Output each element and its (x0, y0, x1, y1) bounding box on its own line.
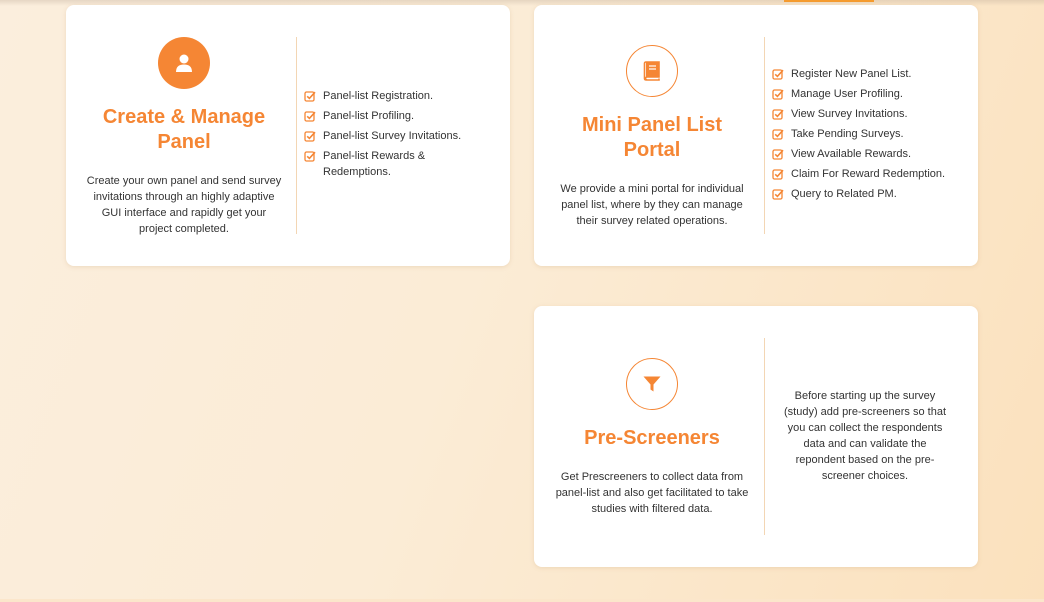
feature-label: Register New Panel List. (791, 68, 912, 80)
card-title: Create & Manage Panel (102, 105, 266, 153)
list-item (772, 126, 972, 142)
list-item (304, 128, 484, 144)
list-item (304, 88, 484, 104)
card-divider (764, 37, 765, 234)
create-manage-panel-card (66, 5, 510, 266)
feature-label: Panel-list Profiling. (323, 110, 415, 122)
checkbox-icon (772, 188, 784, 200)
feature-label: Query to Related PM. (791, 188, 897, 200)
pre-screeners-detail-text: Before starting up the survey (study) add pre-screeners so that you can collect the respondents data and can validate the repondent based on the pre-screener choices. (783, 390, 947, 482)
card-description: Get Prescreeners to collect data from panel-list and also get facilitated to take studies with filtered data. (555, 471, 749, 515)
feature-label: Panel-list Rewards & Redemptions. (323, 150, 426, 178)
top-accent-bar (784, 0, 874, 2)
checkbox-icon (304, 130, 316, 142)
checkbox-icon (304, 110, 316, 122)
user-icon (158, 37, 210, 89)
checkbox-icon (772, 168, 784, 180)
list-item (304, 148, 484, 180)
checkbox-icon (304, 150, 316, 162)
checkbox-icon (772, 88, 784, 100)
feature-list (304, 88, 484, 184)
card-main (66, 5, 302, 266)
list-item (772, 106, 972, 122)
card-main (534, 5, 770, 266)
checkbox-icon (772, 148, 784, 160)
list-item (304, 108, 484, 124)
card-main (534, 306, 770, 567)
card-divider (296, 37, 297, 234)
checkbox-icon (304, 90, 316, 102)
feature-label: Panel-list Survey Invitations. (323, 130, 462, 142)
checkbox-icon (772, 108, 784, 120)
card-title: Pre-Screeners (584, 427, 720, 449)
pre-screeners-card (534, 306, 978, 567)
list-item (772, 166, 972, 182)
feature-list (772, 66, 972, 206)
card-title: Mini Panel List Portal (581, 113, 723, 161)
list-item (772, 86, 972, 102)
feature-label: Claim For Reward Redemption. (791, 168, 946, 180)
list-item (772, 186, 972, 202)
card-description: We provide a mini portal for individual panel list, where by they can manage their survey related operations. (560, 182, 744, 227)
list-item (772, 146, 972, 162)
feature-label: View Survey Invitations. (791, 108, 908, 120)
feature-label: Manage User Profiling. (791, 88, 903, 100)
checkbox-icon (772, 128, 784, 140)
feature-label: Take Pending Surveys. (791, 128, 904, 140)
list-item (772, 66, 972, 82)
mini-panel-portal-card (534, 5, 978, 266)
feature-label: View Available Rewards. (791, 148, 912, 160)
book-icon (626, 45, 678, 97)
feature-label: Panel-list Registration. (323, 90, 434, 102)
card-description: Create your own panel and send survey invitations through an highly adaptive GUI interface and rapidly get your project completed. (86, 174, 282, 235)
filter-icon (626, 358, 678, 410)
checkbox-icon (772, 68, 784, 80)
card-divider (764, 338, 765, 535)
